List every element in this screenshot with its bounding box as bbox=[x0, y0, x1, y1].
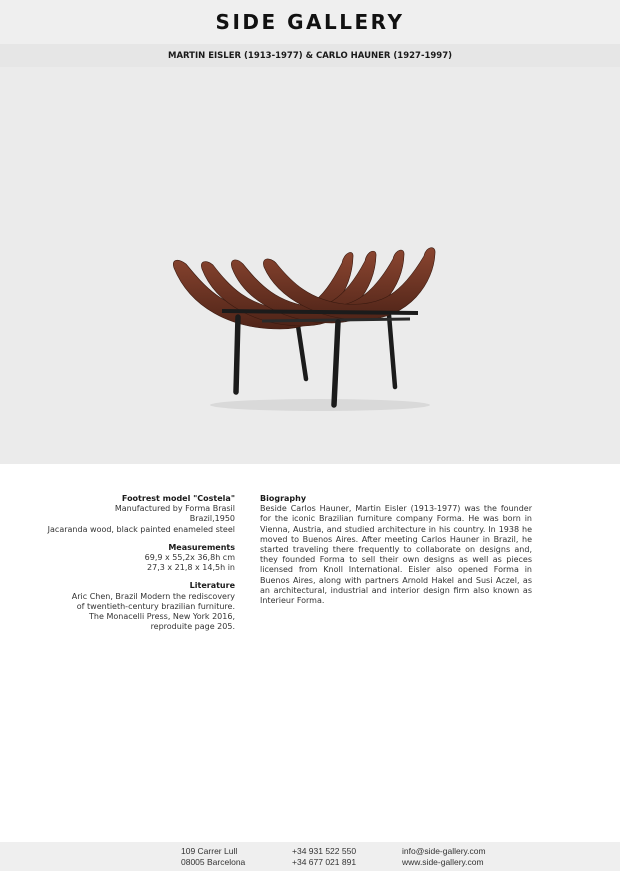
header-bar bbox=[0, 0, 620, 44]
materials-text: Jacaranda wood, black painted enameled steel bbox=[47, 524, 235, 534]
measurements-heading: Measurements bbox=[168, 542, 235, 552]
footrest-stool-icon bbox=[0, 67, 620, 464]
footer-bar bbox=[0, 842, 620, 871]
phone-link[interactable]: +34 931 522 550 bbox=[292, 846, 357, 856]
literature-line: Aric Chen, Brazil Modern the rediscovery bbox=[71, 591, 235, 601]
footer-contact bbox=[402, 846, 486, 868]
literature-line: reproduite page 205. bbox=[150, 622, 235, 632]
biography-text: Beside Carlos Hauner, Martin Eisler (1913-1977) was the founder for the iconic Brazilian furniture company Forma. He was born in Vienna, Austria, and studied architecture in his country. In 1938 he moved to Buenos Aires. After meeting Carlos Hauner in Brazil, he started traveling there frequently to collaborate on designs and, they founded Forma to sell their own designs as well as pieces licensed from Knoll International. Eisler also opened Forma in Buenos Aires, along with partners Arnold Hakel and Susi Aczel, as an architectural, industrial and interior design firm also known as Interieur Forma. bbox=[260, 504, 532, 606]
measurements-cm: 69,9 x 55,2x 36,8h cm bbox=[144, 553, 235, 563]
product-photo bbox=[0, 67, 620, 464]
artists-title: MARTIN EISLER (1913-1977) & CARLO HAUNER (1927-1997) bbox=[167, 50, 453, 61]
product-title: Footrest model "Costela" bbox=[121, 494, 235, 503]
address-line: 08005 Barcelona bbox=[181, 857, 246, 867]
literature-heading: Literature bbox=[189, 581, 235, 591]
origin-text: Brazil,1950 bbox=[189, 514, 235, 524]
brand-logo: SIDE GALLERY bbox=[215, 10, 405, 34]
email-link[interactable]: info@side-gallery.com bbox=[402, 846, 486, 856]
address-line: 109 Carrer Lull bbox=[181, 846, 238, 856]
artists-bar bbox=[0, 44, 620, 67]
product-details bbox=[40, 494, 235, 632]
measurements-in: 27,3 x 21,8 x 14,5h in bbox=[147, 563, 235, 573]
footer-address bbox=[181, 846, 245, 868]
phone-link[interactable]: +34 677 021 891 bbox=[292, 857, 357, 867]
biography-section bbox=[260, 494, 532, 606]
website-link[interactable]: www.side-gallery.com bbox=[402, 857, 484, 867]
footer-phones bbox=[292, 846, 356, 868]
literature-line: The Monacelli Press, New York 2016, bbox=[89, 612, 235, 622]
manufacturer-text: Manufactured by Forma Brasil bbox=[114, 504, 235, 514]
biography-heading: Biography bbox=[260, 494, 307, 503]
literature-line: of twentieth-century brazilian furniture. bbox=[76, 601, 235, 611]
